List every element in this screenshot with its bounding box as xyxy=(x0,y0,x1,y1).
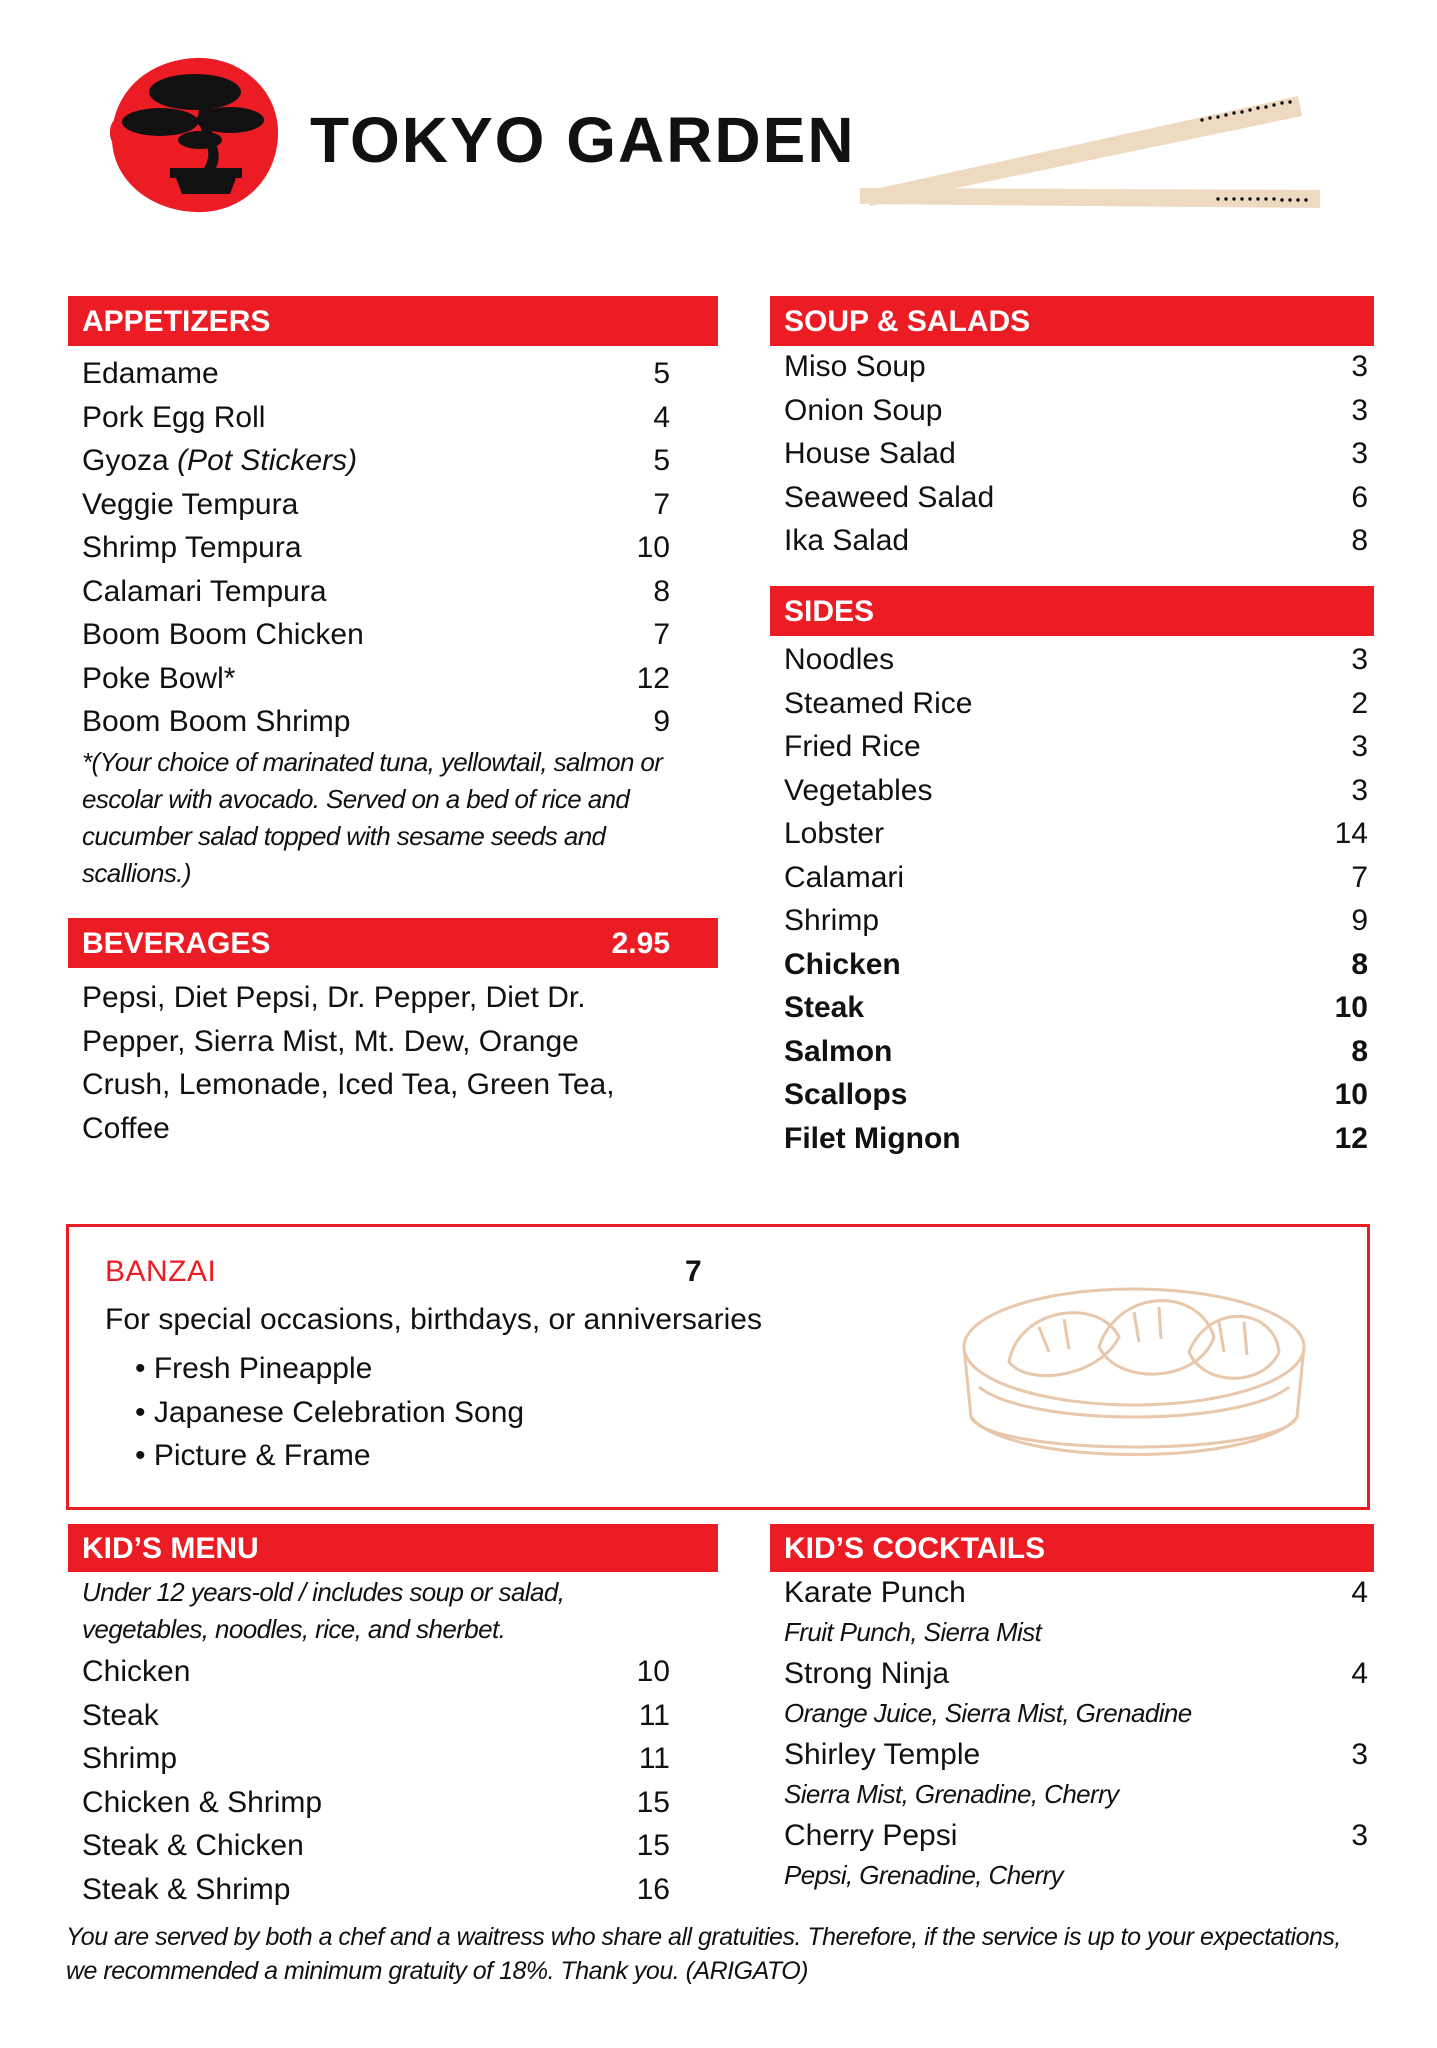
menu-item: Steak 10 xyxy=(784,991,1368,1024)
menu-item: Boom Boom Shrimp 9 xyxy=(82,705,670,738)
sides-header: SIDES xyxy=(770,586,1374,636)
menu-item: Vegetables 3 xyxy=(784,773,1368,807)
menu-item: Gyoza (Pot Stickers) 5 xyxy=(82,444,670,477)
drink-item: Strong Ninja 4 Orange Juice, Sierra Mist, Grenadine xyxy=(770,1653,1374,1731)
menu-item: Poke Bowl* 12 xyxy=(82,661,670,695)
menu-item: Noodles 3 xyxy=(784,643,1368,676)
drink-description: Fruit Punch, Sierra Mist xyxy=(784,1617,1042,1647)
menu-item: Chicken 10 xyxy=(82,1655,670,1688)
menu-item: Shrimp 9 xyxy=(784,904,1368,937)
menu-item: Steak 11 xyxy=(82,1698,670,1732)
gratuity-footer: You are served by both a chef and a waitress who share all gratuities. Therefore, if the service is up to your expectations, we recommended a minimum gratuity of 18%. Thank you. (ARIGATO) xyxy=(66,1923,1341,1985)
menu-item: Scallops 10 xyxy=(784,1078,1368,1111)
kids-menu-section xyxy=(68,1524,718,1911)
banzai-price: 7 xyxy=(685,1255,702,1288)
banzai-box xyxy=(66,1224,1370,1510)
menu-item: Veggie Tempura 7 xyxy=(82,487,670,521)
drink-description: Orange Juice, Sierra Mist, Grenadine xyxy=(784,1698,1192,1728)
beverages-price: 2.95 xyxy=(611,927,670,960)
list-item: • Picture & Frame xyxy=(135,1439,371,1472)
menu-item: Lobster 14 xyxy=(784,817,1368,850)
menu-item: Pork Egg Roll 4 xyxy=(82,400,670,434)
drink-description: Sierra Mist, Grenadine, Cherry xyxy=(784,1779,1119,1809)
drink-description: Pepsi, Grenadine, Cherry xyxy=(784,1860,1063,1890)
menu-item: Miso Soup 3 xyxy=(784,350,1368,383)
beverages-header xyxy=(68,918,718,968)
list-item: • Fresh Pineapple xyxy=(135,1352,373,1385)
appetizers-header: APPETIZERS xyxy=(68,296,718,346)
menu-item: Shrimp Tempura 10 xyxy=(82,531,670,564)
menu-item: Edamame 5 xyxy=(82,357,670,390)
chopsticks-icon xyxy=(850,80,1340,220)
menu-item: Salmon 8 xyxy=(784,1034,1368,1068)
restaurant-title: TOKYO GARDEN xyxy=(310,104,856,176)
dumpling-basket-icon xyxy=(949,1267,1319,1477)
beverages-list: Pepsi, Diet Pepsi, Dr. Pepper, Diet Dr. Pepper, Sierra Mist, Mt. Dew, Orange Crush, Lemonade, Iced Tea, Green Tea, Coffee xyxy=(82,981,615,1145)
menu-item: Chicken 8 xyxy=(784,947,1368,981)
menu-item: Steak & Chicken 15 xyxy=(82,1829,670,1862)
menu-item: Boom Boom Chicken 7 xyxy=(82,618,670,651)
poke-bowl-note: *(Your choice of marinated tuna, yellowtail, salmon or escolar with avocado. Served on a bed of rice and cucumber salad topped with sesame seeds and scallions.) xyxy=(82,746,663,888)
appetizers-section xyxy=(68,296,718,892)
sides-section xyxy=(770,586,1374,1160)
menu-item: House Salad 3 xyxy=(784,437,1368,470)
menu-item: Ika Salad 8 xyxy=(784,524,1368,557)
drink-item: Cherry Pepsi 3 Pepsi, Grenadine, Cherry xyxy=(770,1815,1374,1893)
menu-item: Fried Rice 3 xyxy=(784,730,1368,763)
menu-item: Shrimp 11 xyxy=(82,1742,670,1775)
beverages-title: BEVERAGES xyxy=(82,927,271,960)
soup-salads-section xyxy=(770,296,1374,563)
menu-item: Chicken & Shrimp 15 xyxy=(82,1785,670,1819)
soup-salads-header: SOUP & SALADS xyxy=(770,296,1374,346)
drink-item: Shirley Temple 3 Sierra Mist, Grenadine, Cherry xyxy=(770,1734,1374,1812)
kids-menu-header: KID’S MENU xyxy=(68,1524,718,1572)
list-item: • Japanese Celebration Song xyxy=(135,1395,525,1429)
menu-item: Steamed Rice 2 xyxy=(784,686,1368,720)
banzai-list xyxy=(135,1347,524,1478)
menu-item-note: (Pot Stickers) xyxy=(177,444,358,477)
menu-item: Calamari 7 xyxy=(784,860,1368,894)
menu-item: Filet Mignon 12 xyxy=(784,1121,1368,1155)
kids-cocktails-section xyxy=(770,1524,1374,1896)
menu-item: Calamari Tempura 8 xyxy=(82,574,670,608)
banzai-description: For special occasions, birthdays, or anniversaries xyxy=(105,1303,762,1336)
beverages-section xyxy=(68,918,718,1150)
bonsai-logo-icon xyxy=(100,50,290,220)
menu-item: Steak & Shrimp 16 xyxy=(82,1872,670,1906)
drink-item: Karate Punch 4 Fruit Punch, Sierra Mist xyxy=(770,1572,1374,1650)
menu-item: Onion Soup 3 xyxy=(784,393,1368,427)
menu-item: Seaweed Salad 6 xyxy=(784,480,1368,514)
banzai-title: BANZAI xyxy=(105,1255,217,1288)
kids-cocktails-header: KID’S COCKTAILS xyxy=(770,1524,1374,1572)
kids-menu-note: Under 12 years-old / includes soup or salad, vegetables, noodles, rice, and sherbet. xyxy=(82,1577,565,1644)
